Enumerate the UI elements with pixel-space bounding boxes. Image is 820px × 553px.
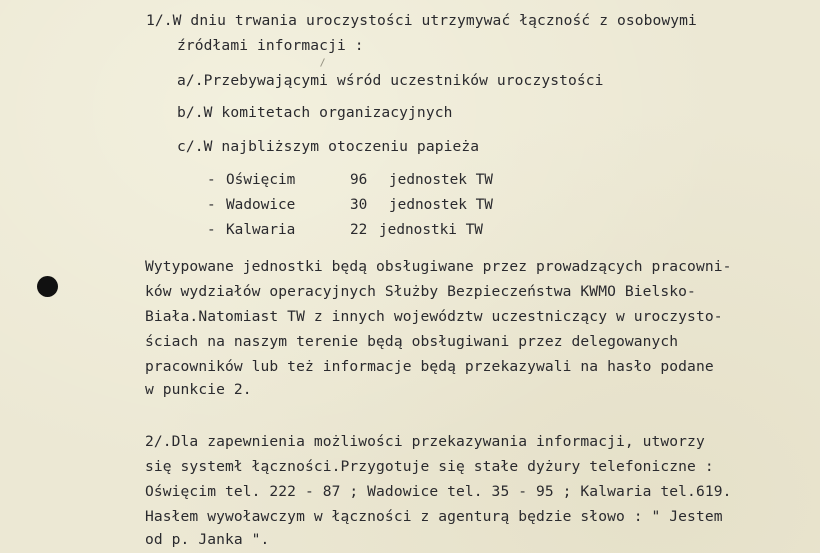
paragraph-line: ściach na naszym terenie będą obsługiwani przez delegowanych: [145, 333, 679, 350]
paragraph-line: pracowników lub też informacje będą przekazywali na hasło podane: [145, 358, 714, 375]
location-name: Wadowice: [226, 197, 296, 213]
point-1-item-b: b/.W komitetach organizacyjnych: [177, 104, 453, 121]
location-name: Oświęcim: [226, 172, 296, 188]
point-1-line-2: źródłami informacji :: [177, 37, 364, 54]
location-dash: -: [207, 222, 216, 238]
location-count: 96: [350, 172, 368, 188]
pen-mark: [320, 58, 325, 67]
point-2-line: od p. Janka ".: [145, 531, 270, 548]
location-unit: jednostek TW: [389, 172, 493, 188]
location-dash: -: [207, 172, 216, 188]
location-name: Kalwaria: [226, 222, 296, 238]
paragraph-line: w punkcie 2.: [145, 381, 252, 398]
paragraph-line: Biała.Natomiast TW z innych województw uczestniczący w uroczysto-: [145, 308, 723, 325]
location-unit: jednostek TW: [389, 197, 493, 213]
point-1-item-a: a/.Przebywającymi wśród uczestników uroczystości: [177, 72, 604, 89]
location-dash: -: [207, 197, 216, 213]
location-count: 30: [350, 197, 368, 213]
location-unit: jednostki TW: [379, 222, 483, 238]
point-1-line-1: 1/.W dniu trwania uroczystości utrzymywać łączność z osobowymi: [146, 12, 697, 29]
point-2-line: Oświęcim tel. 222 - 87 ; Wadowice tel. 35 - 95 ; Kalwaria tel.619.: [145, 483, 732, 500]
point-1-item-c: c/.W najbliższym otoczeniu papieża: [177, 138, 480, 155]
location-count: 22: [350, 222, 368, 238]
point-2-line: się systemł łączności.Przygotuje się stałe dyżury telefoniczne :: [145, 458, 714, 475]
paragraph-line: ków wydziałów operacyjnych Służby Bezpieczeństwa KWMO Bielsko-: [145, 283, 696, 300]
point-2-line: Hasłem wywoławczym w łączności z agenturą będzie słowo : " Jestem: [145, 508, 723, 525]
point-2-line: 2/.Dla zapewnienia możliwości przekazywania informacji, utworzy: [145, 433, 705, 450]
paragraph-line: Wytypowane jednostki będą obsługiwane przez prowadzących pracowni-: [145, 258, 732, 275]
